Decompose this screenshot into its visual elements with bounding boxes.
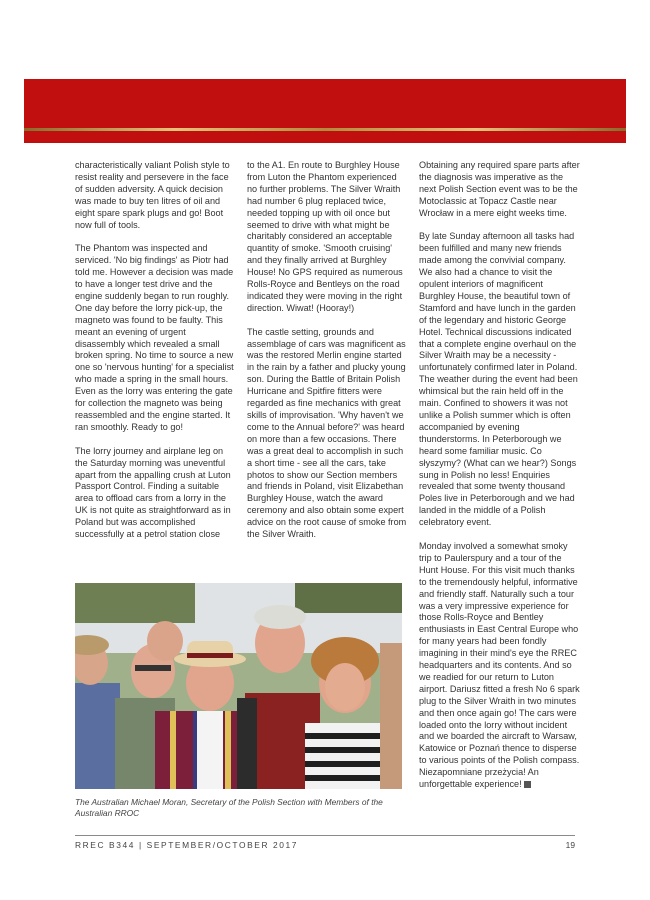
paragraph: characteristically valiant Polish style to resist reality and persevere in the face of sudden adversity. A quick decision was made to buy ten litres of oil and eight spare spark plugs and go! Boot now full of tools. xyxy=(75,160,230,230)
paragraph: The Phantom was inspected and serviced. 'No big findings' as Piotr had told me. However a decision was made to have a longer test drive and the engine suddenly began to run roughly. One day before the lorry pick-up, the magneto was found to be faulty. This meant an evening of urgent disassembly which revealed a small broken spring. No time to source a new one so 'nervous hunting' for a specialist who made a spring in the small hours. Even as the lorry was entering the gate for collection the magneto was being reassembled and the engine started. It ran smoothly. Ready to go! xyxy=(75,243,234,432)
footer-divider xyxy=(75,835,575,836)
header-banner xyxy=(24,79,626,143)
paragraph: The castle setting, grounds and assemblage of cars was magnificent as was the restored Merlin engine started in the rain by a father and plucky young son. During the Battle of Britain Polish Hurricane and Spitfire fitters were regarded as fine mechanics with great skills of improvisation. 'Why haven't we come to the Annual before?' was heard on more than a few occasions. There was a great deal to accomplish in such a short time - see all the cars, take photos to show our Section members and friends in Poland, visit Elizabethan Burghley House, watch the award ceremony and also obtain some expert advice on the root cause of smoke from the Silver Wraith. xyxy=(247,326,407,540)
page-number: 19 xyxy=(565,840,575,850)
photo-caption: The Australian Michael Moran, Secretary of the Polish Section with Members of the Australian RROC xyxy=(75,797,383,818)
paragraph xyxy=(419,541,581,791)
paragraph: The lorry journey and airplane leg on the Saturday morning was uneventful apart from the appalling crush at Luton Passport Control. Finding a suitable area to offload cars from a lorry in the UK is not quite as straightforward as in Poland but was accomplished successfully at a petrol station close xyxy=(75,445,231,540)
group-photo xyxy=(75,583,402,789)
group-photo-illustration xyxy=(75,583,402,789)
footer-issue-info: RREC B344 | SEPTEMBER/OCTOBER 2017 xyxy=(75,840,299,850)
article-column-1 xyxy=(75,160,237,553)
article-column-2 xyxy=(247,160,409,553)
paragraph: By late Sunday afternoon all tasks had been fulfilled and many new friends made among the convivial company. We also had a chance to visit the opulent interiors of magnificent Burghley House, the beautiful town of Stamford and have lunch in the garden of the legendary and historic George Hotel. Technical discussions indicated that a complete engine overhaul on the Silver Wraith may be a necessity - unfortunately confirmed later in Poland. The weather during the event had been whimsical but the rain held off in the main. Confined to showers it was not unlike a Polish summer which is often accompanied by evening thunderstorms. In Peterborough we heard some familiar music. Co słyszymy? (What can we hear?) Songs sung in Polish no less! Enquiries revealed that some twenty thousand Poles live in Peterborough and we had landed in the middle of a Polish celebratory event. xyxy=(419,231,578,528)
paragraph-text: Monday involved a somewhat smoky trip to Paulerspury and a tour of the Hunt House. For this visit much thanks to the tremendously helpful, informative and friendly staff. Naturally such a tour was a very impressive experience for those Rolls-Royce and Bentley enthusiasts in East Central Europe who for many years had been fondly imagining in their mind's eye the RREC headquarters and its contents. And so we readied for our return to Luton airport. Dariusz fitted a fresh No 6 spark plug to the Silver Wraith in two minutes and then once again go! The cars were loaded onto the lorry without incident and we boarded the aircraft to Warsaw, Katowice or Poznań thence to disperse to various points of the Polish compass. Niezapomniane przeżycia! An unforgettable experience! xyxy=(419,540,580,790)
paragraph: Obtaining any required spare parts after the diagnosis was imperative as the next Polish Section event was to be the Motoclassic at Topacz Castle near Wrocław in a mere eight weeks time. xyxy=(419,160,580,218)
banner-gold-stripe xyxy=(24,128,626,131)
end-mark-icon xyxy=(524,781,531,788)
article-column-3 xyxy=(419,160,581,803)
paragraph: to the A1. En route to Burghley House from Luton the Phantom experienced no further problems. The Silver Wraith had number 6 plug replaced twice, needed topping up with oil once but seemed to drive with what might be charitably considered an acceptable quantity of smoke. 'Smooth cruising' and they finally arrived at Burghley House! No GPS required as numerous Rolls-Royce and Bentleys on the road indicated they were moving in the right direction. Wiwat! (Hooray!) xyxy=(247,160,403,313)
